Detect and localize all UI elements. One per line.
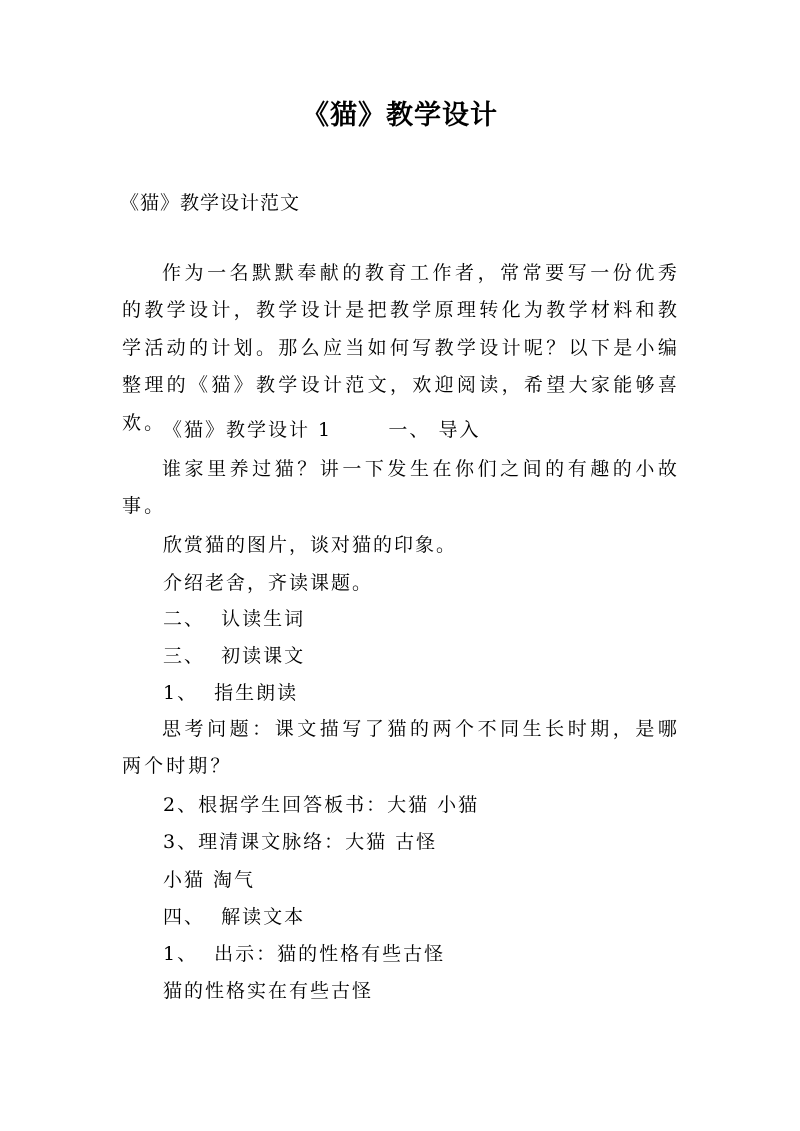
document-title: 《猫》教学设计 (302, 100, 498, 131)
document-subtitle: 《猫》教学设计范文 (120, 192, 301, 214)
kitten-line: 小猫 淘气 (163, 869, 256, 891)
step-three-heading: 三、 初读课文 (163, 645, 306, 667)
step-three-item-3: 3、理清课文脉络：大猫 古怪 (163, 831, 438, 853)
intro-author-line: 介绍老舍，齐读课题。 (163, 572, 374, 594)
section-heading: 《猫》教学设计 1 一、 导入 (163, 419, 481, 441)
step-two-heading: 二、 认读生词 (163, 608, 306, 630)
step-three-item-1: 1、 指生朗读 (163, 682, 299, 704)
question-paragraph: 谁家里养过猫？讲一下发生在你们之间的有趣的小故事。 (122, 458, 680, 518)
appreciate-line: 欣赏猫的图片，谈对猫的印象。 (163, 534, 458, 556)
step-four-item-1: 1、 出示：猫的性格有些古怪 (163, 943, 446, 965)
think-paragraph: 思考问题：课文描写了猫的两个不同生长时期，是哪两个时期？ (122, 718, 680, 778)
step-three-item-2: 2、根据学生回答板书：大猫 小猫 (163, 794, 480, 816)
step-four-heading: 四、 解读文本 (163, 906, 306, 928)
closing-line: 猫的性格实在有些古怪 (163, 980, 374, 1002)
intro-paragraph: 作为一名默默奉献的教育工作者，常常要写一份优秀的教学设计，教学设计是把教学原理转化为教学材料和教学活动的计划。那么应当如何写教学设计呢？以下是小编整理的《猫》教学设计范文，欢迎阅读，希望大家能够喜欢。 (122, 262, 680, 434)
